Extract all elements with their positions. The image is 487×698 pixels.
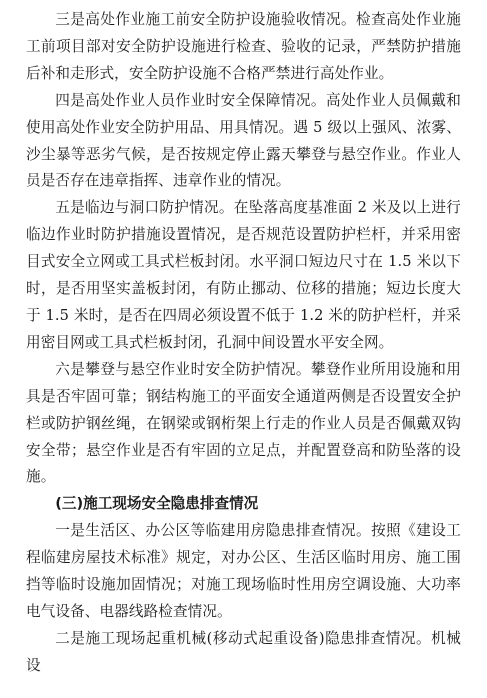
- document-page: [26, 7, 461, 680]
- section-heading: (三)施工现场安全隐患排查情况: [55, 495, 259, 513]
- paragraph-edge-opening-protection: 五是临边与洞口防护情况。在坠落高度基准面 2 米及以上进行临边作业时防护措施设置情况，是否规范设置防护栏杆，并采用密目式安全立网或工具式栏板封闭。水平洞口短边尺寸在 1.5 米以下时，是否用坚实盖板封闭，有防止挪动、位移的措施；短边长度大于 1.5 米时，是否在四周必须设置不低于 1.2 米的防护栏杆，并采用密目网或工具式栏板封闭，孔洞中间设置水平安全网。: [26, 199, 461, 351]
- paragraph-lifting-machinery: 二是施工现场起重机械(移动式起重设备)隐患排查情况。机械设: [26, 629, 461, 674]
- paragraph-worker-safety: 四是高处作业人员作业时安全保障情况。高处作业人员佩戴和使用高处作业安全防护用品、用具情况。遇 5 级以上强风、浓雾、沙尘暴等恶劣气候，是否按规定停止露天攀登与悬空作业。作业人员是否存在违章指挥、违章作业的情况。: [26, 91, 461, 190]
- paragraph-safety-acceptance: 三是高处作业施工前安全防护设施验收情况。检查高处作业施工前项目部对安全防护设施进行检查、验收的记录，严禁防护措施后补和走形式，安全防护设施不合格严禁进行高处作业。: [26, 11, 461, 82]
- paragraph-temporary-housing: 一是生活区、办公区等临建用房隐患排查情况。按照《建设工程临建房屋技术标准》规定，对办公区、生活区临时用房、施工围挡等临时设施加固情况；对施工现场临时性用房空调设施、大功率电气设备、电器线路检查情况。: [26, 522, 461, 620]
- paragraph-climbing-suspended-work: 六是攀登与悬空作业时安全防护情况。攀登作业所用设施和用具是否牢固可靠；钢结构施工的平面安全通道两侧是否设置安全护栏或防护钢丝绳，在钢梁或钢桁架上行走的作业人员是否佩戴双钩安全带；悬空作业是否有牢固的立足点，并配置登高和防坠落的设施。: [26, 360, 461, 486]
